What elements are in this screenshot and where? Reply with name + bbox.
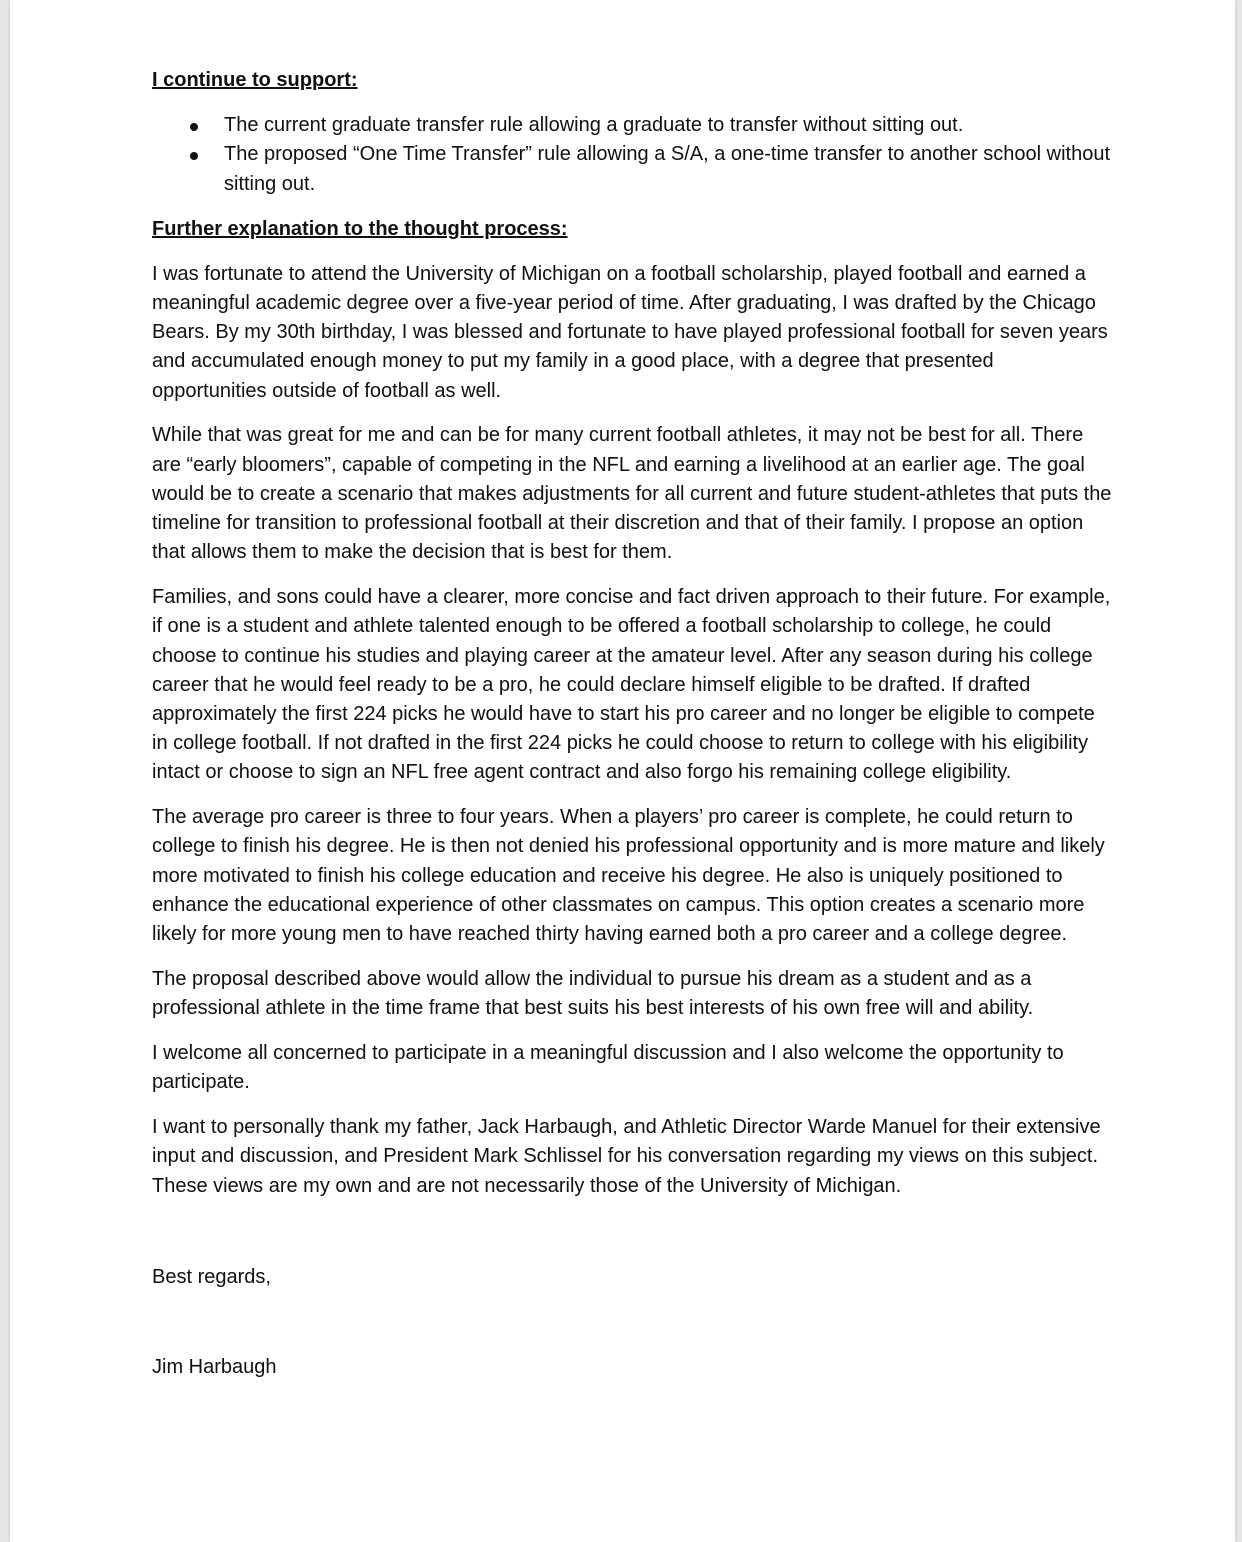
paragraph-early-bloomers: While that was great for me and can be for many current football athletes, it may not be best for all. There are “early bloomers”, capable of competing in the NFL and earning a livelihood at an earlier age. The goal would be to create a scenario that makes adjustments for all current and future student-athletes that puts the timeline for transition to professional football at their discretion and that of their family. I propose an option that allows them to make the decision that is best for them.	[152, 424, 1112, 564]
support-heading: I continue to support:	[152, 69, 358, 91]
letter-body	[152, 66, 1112, 1382]
list-item	[152, 111, 1112, 140]
list-item-text: The proposed “One Time Transfer” rule allowing a S/A, a one-time transfer to another school without sitting out.	[224, 143, 1110, 195]
support-list	[152, 111, 1112, 199]
paragraph-return-to-college: The average pro career is three to four years. When a players’ pro career is complete, he could return to college to finish his degree. He is then not denied his professional opportunity and is more mature and likely more motivated to finish his college education and receive his degree. He also is uniquely positioned to enhance the educational experience of other classmates on campus. This option creates a scenario more likely for more young men to have reached thirty having earned both a pro career and a college degree.	[152, 806, 1105, 946]
paragraph-proposal-summary: The proposal described above would allow the individual to pursue his dream as a student and as a professional athlete in the time frame that best suits his best interests of his own free will and ability.	[152, 967, 1034, 1020]
closing-line: Best regards,	[152, 1265, 271, 1288]
bullet-icon	[190, 123, 198, 131]
list-item	[152, 140, 1112, 198]
bullet-icon	[190, 152, 198, 160]
document-page	[10, 0, 1235, 1542]
paragraph-invitation: I welcome all concerned to participate in a meaningful discussion and I also welcome the opportunity to participate.	[152, 1042, 1064, 1094]
paragraph-draft-option: Families, and sons could have a clearer, more concise and fact driven approach to their future. For example, if one is a student and athlete talented enough to be offered a football scholarship to college, he could choose to continue his studies and playing career at the amateur level. After any season during his college career that he would feel ready to be a pro, he could declare himself eligible to be drafted. If drafted approximately the first 224 picks he would have to start his pro career and no longer be eligible to compete in college football. If not drafted in the first 224 picks he could choose to return to college with his eligibility intact or choose to sign an NFL free agent contract and also forgo his remaining college eligibility.	[152, 586, 1111, 784]
signature-name: Jim Harbaugh	[152, 1355, 277, 1378]
paragraph-thanks: I want to personally thank my father, Jack Harbaugh, and Athletic Director Warde Manuel for their extensive input and discussion, and President Mark Schlissel for his conversation regarding my views on this subject. These views are my own and are not necessarily those of the University of Michigan.	[152, 1116, 1101, 1197]
paragraph-background: I was fortunate to attend the University of Michigan on a football scholarship, played football and earned a meaningful academic degree over a five-year period of time. After graduating, I was drafted by the Chicago Bears. By my 30th birthday, I was blessed and fortunate to have played professional football for seven years and accumulated enough money to put my family in a good place, with a degree that presented opportunities outside of football as well.	[152, 262, 1108, 402]
list-item-text: The current graduate transfer rule allowing a graduate to transfer without sitting out.	[224, 114, 964, 137]
explanation-heading: Further explanation to the thought process:	[152, 217, 568, 240]
